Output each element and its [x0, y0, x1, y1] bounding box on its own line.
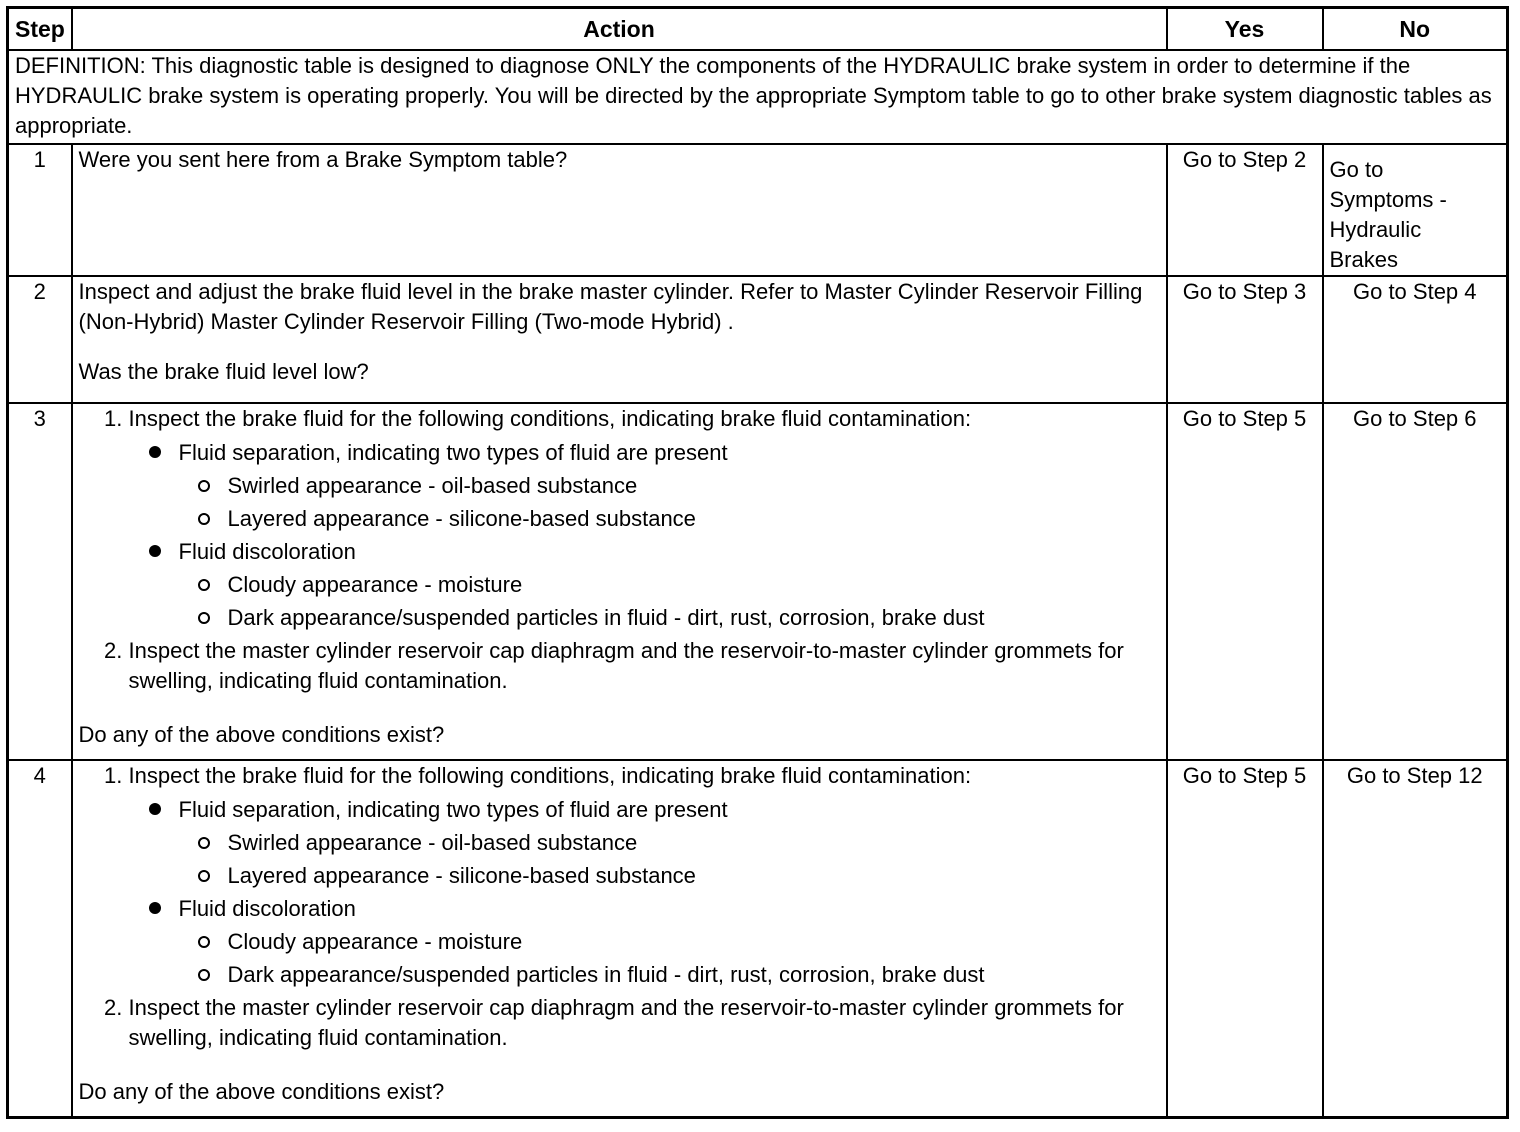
- no-cell: Go to Symptoms - Hydraulic Brakes: [1323, 144, 1508, 276]
- step-column-header: Step: [8, 8, 72, 51]
- table-row: [8, 144, 1508, 276]
- list-item-text: Inspect the brake fluid for the following conditions, indicating brake fluid contamination:: [128, 406, 972, 431]
- no-column-header: No: [1323, 8, 1508, 51]
- list-item: [149, 892, 1160, 991]
- question-text: Were you sent here from a Brake Symptom table?: [78, 147, 568, 172]
- sub-bullet-list: [179, 469, 1160, 535]
- table-row: [8, 760, 1508, 1117]
- list-item: Cloudy appearance - moisture: [198, 568, 1160, 601]
- yes-column-header: Yes: [1167, 8, 1323, 51]
- action-cell: [72, 276, 1167, 403]
- bullet-list: [129, 793, 1160, 991]
- list-item-text: Fluid separation, indicating two types of fluid are present: [178, 440, 728, 465]
- list-item: Dark appearance/suspended particles in fluid - dirt, rust, corrosion, brake dust: [198, 958, 1160, 991]
- list-item: [129, 404, 1160, 634]
- list-item: [149, 436, 1160, 535]
- list-item: Layered appearance - silicone-based substance: [198, 859, 1160, 892]
- action-column-header: Action: [72, 8, 1167, 51]
- question-text: Was the brake fluid level low?: [78, 359, 369, 384]
- table-row: [8, 276, 1508, 403]
- definition-text: DEFINITION: This diagnostic table is designed to diagnose ONLY the components of the HYDRAULIC brake system in order to determine if the HYDRAULIC brake system is operating properly. You will be directed by the appropriate Symptom table to go to other brake system diagnostic tables as appropriate.: [8, 50, 1508, 144]
- list-item: Swirled appearance - oil-based substance: [198, 469, 1160, 502]
- yes-cell: Go to Step 5: [1167, 760, 1323, 1117]
- list-item-text: Fluid discoloration: [178, 539, 356, 564]
- step-number: 4: [8, 760, 72, 1117]
- list-item-text: Inspect the brake fluid for the following conditions, indicating brake fluid contamination:: [128, 763, 972, 788]
- question-text: Do any of the above conditions exist?: [78, 722, 445, 747]
- table-row: [8, 403, 1508, 760]
- yes-cell: Go to Step 3: [1167, 276, 1323, 403]
- list-item: Layered appearance - silicone-based substance: [198, 502, 1160, 535]
- list-item: Cloudy appearance - moisture: [198, 925, 1160, 958]
- list-item-text: Fluid separation, indicating two types of fluid are present: [178, 797, 728, 822]
- step-number: 1: [8, 144, 72, 276]
- action-cell: [72, 144, 1167, 276]
- action-cell: [72, 760, 1167, 1117]
- no-cell: Go to Step 12: [1323, 760, 1508, 1117]
- list-item: 2. Inspect the master cylinder reservoir cap diaphragm and the reservoir-to-master cylinder grommets for swelling, indicating fluid contamination.: [129, 636, 1160, 696]
- yes-cell: Go to Step 5: [1167, 403, 1323, 760]
- procedure-list: [79, 404, 1160, 696]
- sub-bullet-list: [179, 925, 1160, 991]
- step-number: 3: [8, 403, 72, 760]
- list-item: Dark appearance/suspended particles in fluid - dirt, rust, corrosion, brake dust: [198, 601, 1160, 634]
- bullet-list: [129, 436, 1160, 634]
- sub-bullet-list: [179, 568, 1160, 634]
- list-item: [149, 535, 1160, 634]
- list-item: Swirled appearance - oil-based substance: [198, 826, 1160, 859]
- yes-cell: Go to Step 2: [1167, 144, 1323, 276]
- header-row: [8, 8, 1508, 51]
- no-cell: Go to Step 6: [1323, 403, 1508, 760]
- question-text: Do any of the above conditions exist?: [78, 1079, 445, 1104]
- instruction-text: Inspect and adjust the brake fluid level in the brake master cylinder. Refer to Master Cylinder Reservoir Filling (Non-Hybrid) Master Cylinder Reservoir Filling (Two-mode Hybrid) .: [78, 279, 1143, 334]
- list-item: [129, 761, 1160, 991]
- action-cell: [72, 403, 1167, 760]
- list-item: 2. Inspect the master cylinder reservoir cap diaphragm and the reservoir-to-master cylinder grommets for swelling, indicating fluid contamination.: [129, 993, 1160, 1053]
- list-item: [149, 793, 1160, 892]
- sub-bullet-list: [179, 826, 1160, 892]
- no-cell: Go to Step 4: [1323, 276, 1508, 403]
- procedure-list: [79, 761, 1160, 1053]
- definition-row: [8, 50, 1508, 144]
- step-number: 2: [8, 276, 72, 403]
- list-item-text: Fluid discoloration: [178, 896, 356, 921]
- diagnostic-table: [6, 6, 1509, 1119]
